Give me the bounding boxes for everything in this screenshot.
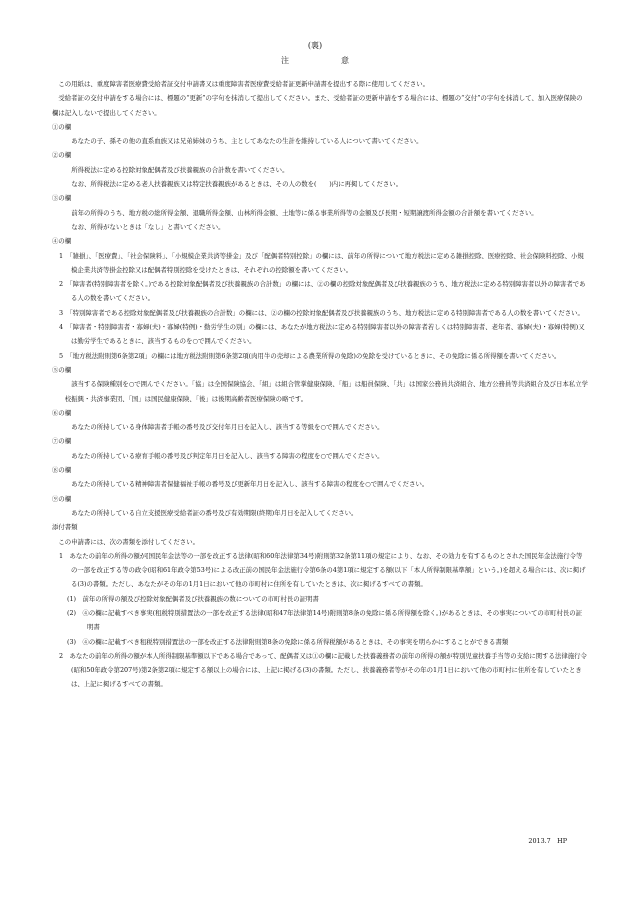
paragraph: なお、所得がないときは「なし」と書いてください。 — [71, 222, 225, 231]
section-heading: ⑧の欄 — [52, 466, 72, 475]
section-heading: ③の欄 — [52, 194, 72, 203]
paragraph: 1 「雑損」、「医療費」、「社会保険料」、「小規模企業共済等掛金」及び「配偶者特別控除」の欄には、前年の所得について地方税法に定める雑損控除、医療控除、社会保険料控除、小規模企業共済等掛金控除又は配偶者特別控除を受けたときは、それぞれの控除額を書いてください。 — [59, 251, 584, 274]
paragraph: この用紙は、重度障害者医療費受給者証交付申請書又は重度障害者医療費受給者証更新申請書を提出する際に使用してください。 — [58, 80, 430, 88]
section-heading: ⑦の欄 — [52, 437, 72, 446]
paragraph: 所得税法に定める控除対象配偶者及び扶養親族の合計数を書いてください。 — [71, 165, 289, 174]
page-title: 注意 — [281, 56, 401, 65]
notes-body — [52, 77, 588, 692]
paragraph: あなたの所持している精神障害者保健福祉手帳の番号及び更新年月日を記入し、該当する障害の程度を○で囲んでください。 — [71, 480, 429, 489]
section-heading: ⑤の欄 — [52, 365, 72, 374]
paragraph: あなたの所持している身体障害者手帳の番号及び交付年月日を記入し、該当する等級を○で囲んでください。 — [71, 423, 384, 432]
paragraph: 3 「特別障害者である控除対象配偶者及び扶養親族の合計数」の欄には、②の欄の控除対象配偶者及び扶養親族のうち、地方税法に定める特別障害者である人の数を書いてください。 — [59, 308, 584, 317]
section-heading: ⑨の欄 — [52, 494, 72, 503]
section-heading: ⑥の欄 — [52, 408, 72, 417]
paragraph: あなたの子、孫その他の直系血族又は兄弟姉妹のうち、主としてあなたの生計を維持している人について書いてください。 — [71, 137, 423, 146]
paragraph: 前年の所得のうち、地方税の総所得金額、退職所得金額、山林所得金額、土地等に係る事業所得等の金額及び長期・短期譲渡所得金額の合計額を書いてください。 — [71, 208, 538, 217]
paragraph: 5 「地方税法附則第6条第2項」の欄には地方税法附則第6条第2項(肉用牛の売却による農業所得の免除)の免除を受けているときに、その免除に係る所得額を書いてください。 — [59, 351, 561, 360]
paragraph: この申請書には、次の書類を添付してください。 — [58, 537, 199, 546]
paragraph: 2 あなたの前年の所得の額が本人所得制限基準額以下である場合であって、配偶者又は①の欄に記載した扶養義務者の前年の所得の額が特別児童扶養手当等の支給に関する法律施行令(昭和50年政令第207号)第2条第2項に規定する額以上の場合には、上記に掲げる(3)の書類。ただし、扶養義務者等がその年の1月1日において他の市町村に住所を有していたときは、上記に掲げるすべての書類。 — [59, 651, 587, 689]
paragraph: 受給者証の交付申請をする場合には、標題の“更新”の字句を抹消して提出してください。また、受給者証の更新申請をする場合には、標題の“交付”の字句を抹消して、加入医療保険の欄は記入しないで提出してください。 — [52, 94, 583, 117]
paragraph: 2 「障害者(特別障害者を除く。)である控除対象配偶者及び扶養親族の合計数」の欄には、②の欄の控除対象配偶者及び扶養親族のうち、地方税法に定める特別障害者以外の障害者である人の数を書いてください。 — [59, 280, 586, 303]
paragraph: なお、所得税法に定める老人扶養親族又は特定扶養親族があるときは、その人の数を( )内に再掲してください。 — [71, 180, 403, 189]
paragraph: (1) 前年の所得の額及び控除対象配偶者及び扶養親族の数についての市町村長の証明書 — [67, 594, 319, 603]
paragraph: (2) ④の欄に記載すべき事実(租税特別措置法の一部を改正する法律(昭和47年法律第14号)附則第8条の免除に係る所得額を除く。)があるときは、その事実についての市町村長の証明書 — [67, 608, 583, 632]
paragraph: 該当する保険種別を○で囲んでください。「協」は全国保険協会、「組」は組合管掌健康保険、「船」は船員保険、「共」は国家公務員共済組合、地方公務員等共済組合及び日本私立学校振興・共済事業団、「国」は国民健康保険、「後」は後期高齢者医療保険の略です。 — [64, 380, 588, 403]
paragraph: 4 「障害者・特別障害者・寡婦(夫)・寡婦(特例)・勤労学生の別」の欄には、あなたが地方税法に定める特別障害者以外の障害者若しくは特別障害者、老年者、寡婦(夫)・寡婦(特例)又は勤労学生であるときに、該当するものを○で囲んでください。 — [59, 323, 585, 346]
paragraph: (3) ④の欄に記載すべき租税特別措置法の一部を改正する法律附則第8条の免除に係る所得税額があるときは、その事実を明らかにすることができる書類 — [67, 637, 509, 646]
section-heading: ④の欄 — [52, 237, 72, 246]
footer-version: 2013.7 HP — [528, 837, 567, 845]
section-heading: 添付書類 — [52, 523, 78, 532]
paragraph: 1 あなたの前年の所得の額が[国民年金法等の一部を改正する法律(昭和60年法律第34号)附則第32条第11項の規定により、なお、その効力を有するものとされた国民年金法施行令等の一部を改正する等の政令(昭和61年政令第53号)による改正前の国民年金法施行令第6条の4第1項に規定する額(以下「本人所得制限基準額」という。)を超える場合には、次に掲げる(3)の書類。ただし、あなたがその年の1月1日において他の市町村に住所を有していたときは、次に掲げるすべての書類。 — [59, 551, 586, 589]
paragraph: あなたの所持している療育手帳の番号及び判定年月日を記入し、該当する障害の程度を○で囲んでください。 — [71, 451, 384, 460]
section-heading: ①の欄 — [52, 122, 72, 131]
back-side-mark: (裏) — [307, 41, 323, 50]
paragraph: あなたの所持している自立支援医療受給者証の番号及び有効期限(終期)年月日を記入してください。 — [71, 508, 358, 517]
section-heading: ②の欄 — [52, 151, 72, 160]
